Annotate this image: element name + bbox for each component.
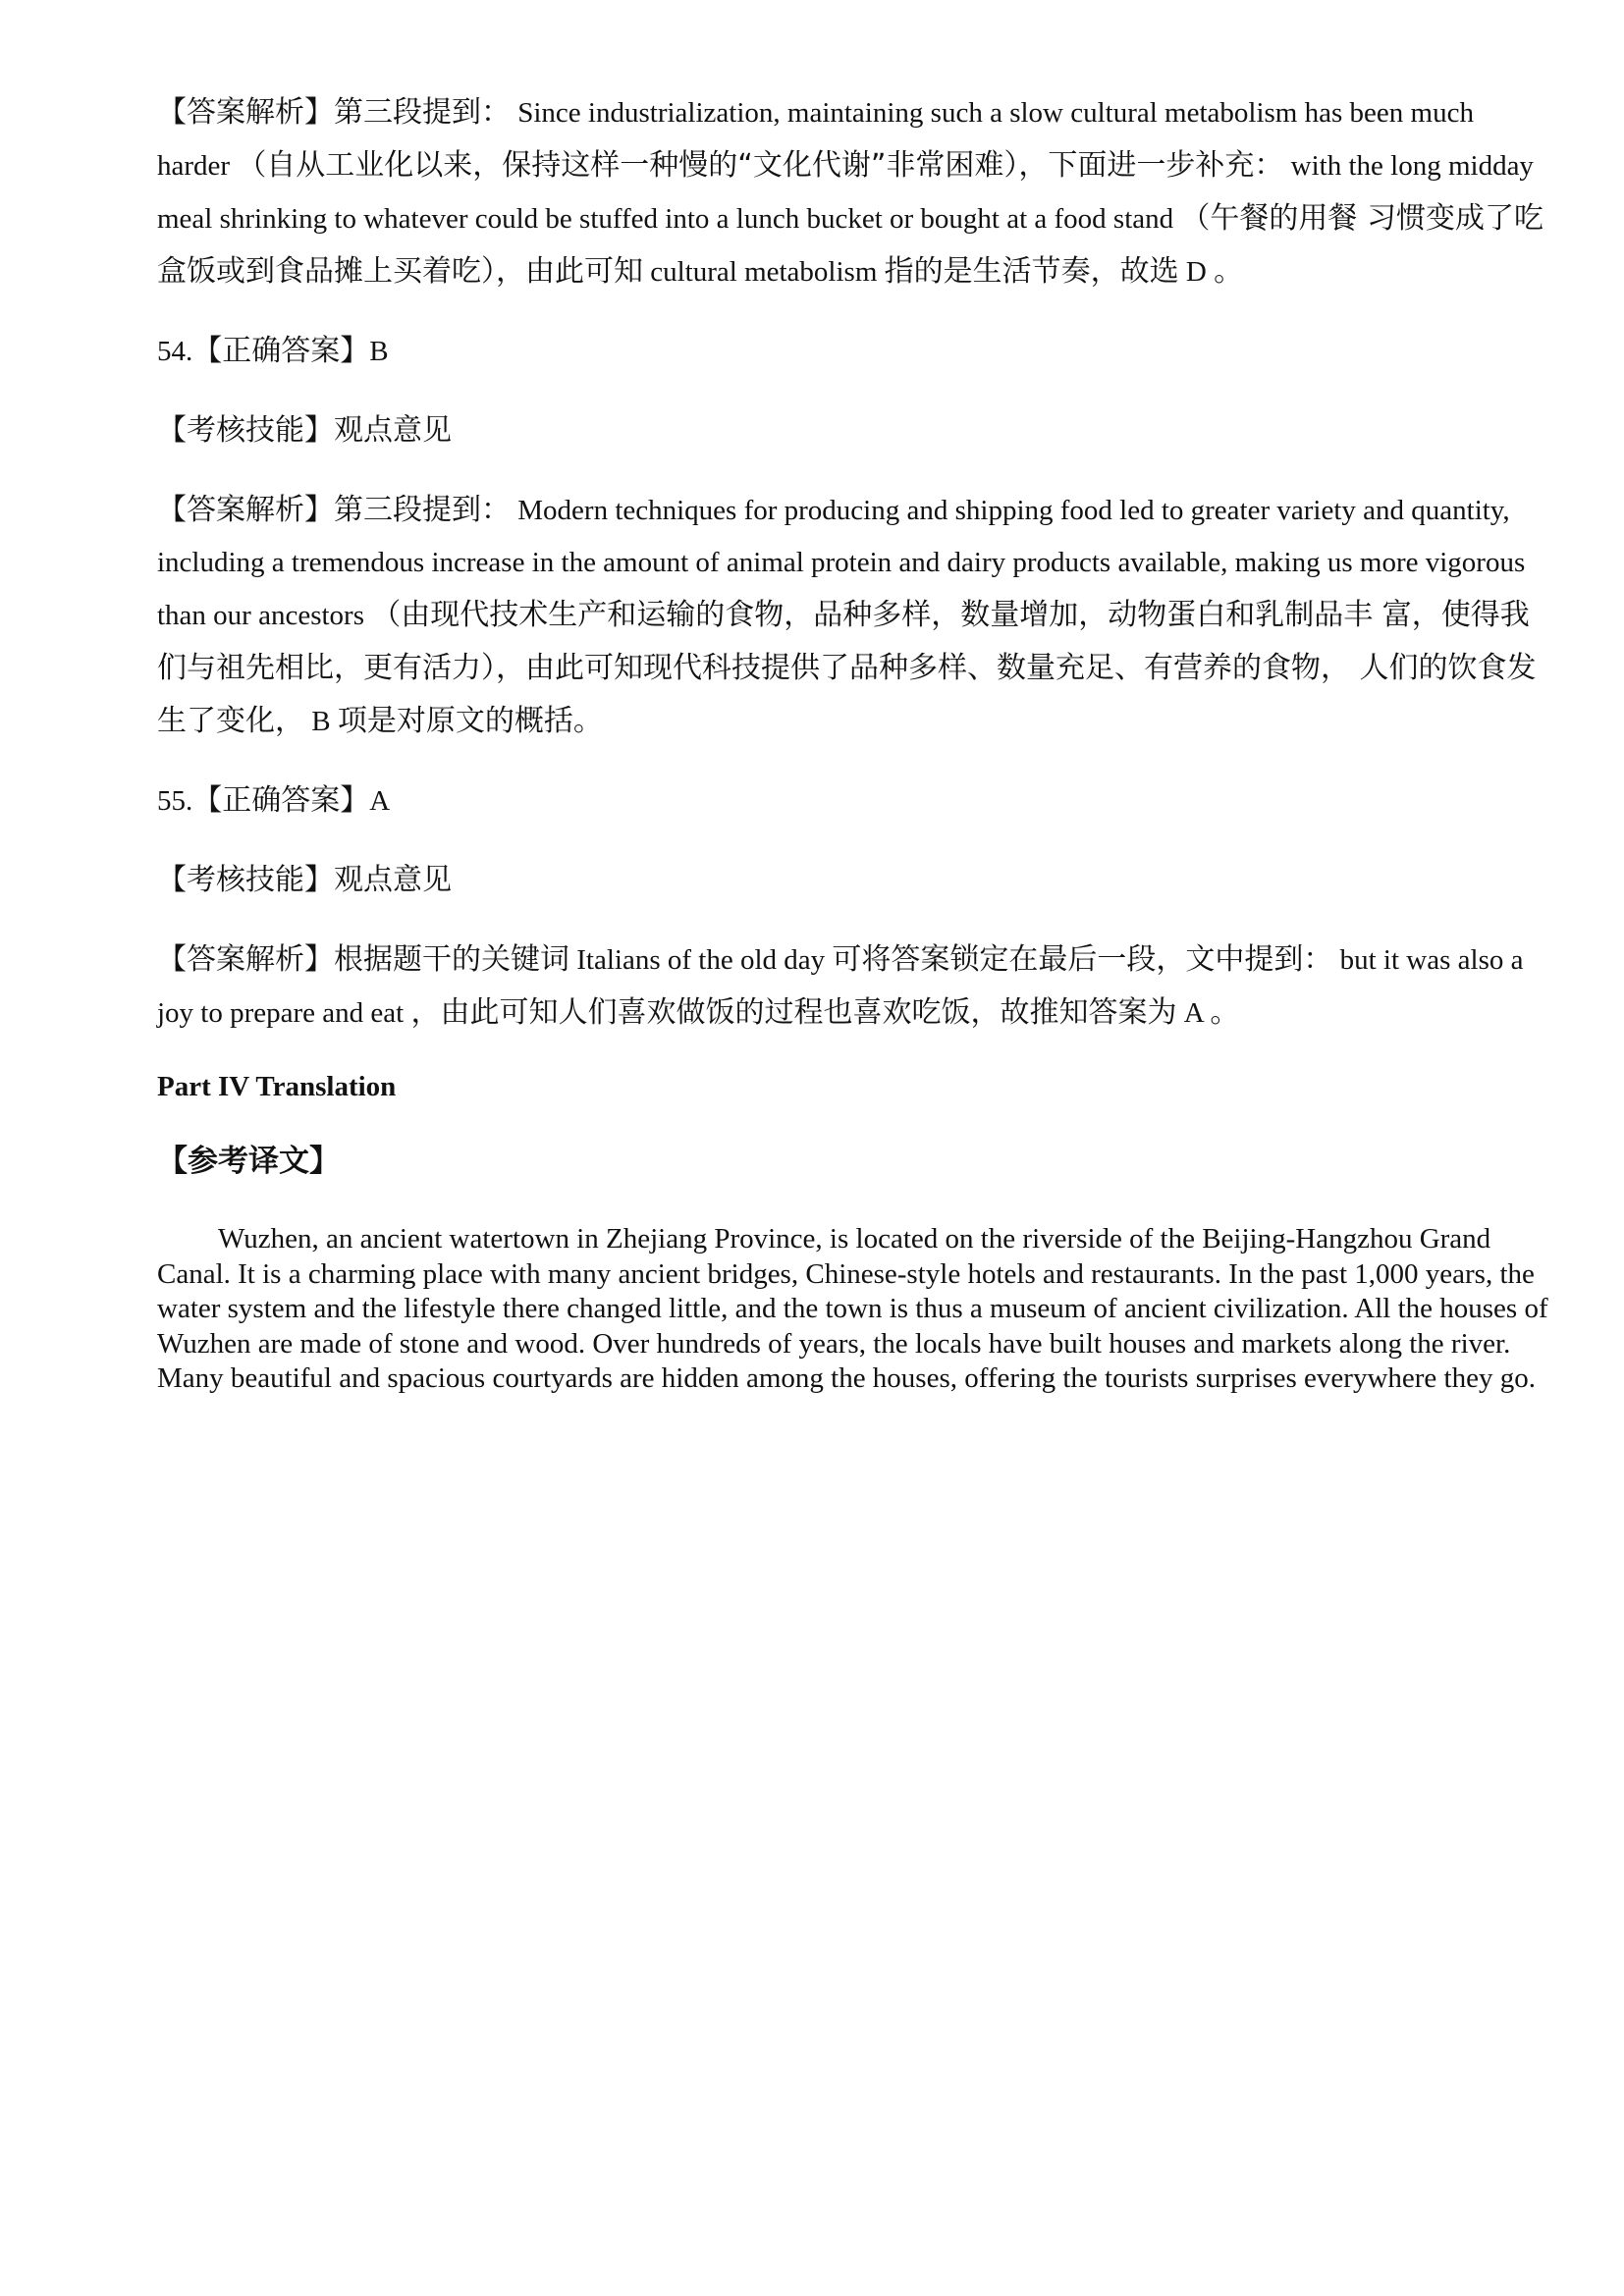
analysis-lead: 第三段提到： [334,493,511,527]
analysis-tag: 【答案解析】 [157,942,334,977]
analysis-english-text: cultural metabolism [643,256,885,288]
analysis-english-text: D [1178,256,1215,288]
analysis-english-text: Modern techniques for producing and shipping food led to greater variety and quantity, including a tremendous increase in the amount of animal protein and dairy products available, making us more vigorous than our ancestors [157,495,1526,631]
analysis-54 [157,484,1551,748]
answer-value: A [369,785,391,817]
analysis-chinese-text: 项是对原文的概括。 [337,704,603,738]
analysis-english-text: with the long midday meal shrinking to whatever could be stuffed into a lunch bucket or bought at a food stand [157,150,1534,235]
analysis-tag: 【答案解析】 [157,493,334,527]
analysis-chinese-text: 可将答案锁定在最后一段，文中提到： [832,942,1333,977]
analysis-chinese-text: 指的是生活节奏，故选 [884,254,1179,289]
analysis-body [157,495,1537,737]
question-number: 55. [157,785,193,817]
skill-value: 观点意见 [334,413,452,448]
analysis-55 [157,934,1551,1040]
skill-value: 观点意见 [334,863,452,897]
analysis-lead: 根据题干的关键词 [334,942,569,977]
analysis-english-text: B [304,706,338,737]
analysis-chinese-text: （午餐的用餐 习惯变成了吃盒饭或到食品摊上买着吃），由此可知 [157,201,1543,289]
analysis-chinese-text: ，由此可知人们喜欢做饭的过程也喜欢吃饭，故推知答案为 [410,995,1177,1030]
analysis-tag: 【答案解析】 [157,95,334,130]
answer-tag: 【正确答案】 [192,334,370,368]
skill-line-55 [157,854,1551,907]
document-page [157,86,1551,1397]
analysis-chinese-text: 。 [1210,995,1240,1030]
analysis-english-text: Since industrialization, maintaining such a slow cultural metabolism has been much harder [157,97,1474,182]
analysis-chinese-text: （由现代技术生产和运输的食物，品种多样，数量增加，动物蛋白和乳制品丰 富，使得我们与祖先相比，更有活力），由此可知现代科技提供了品种多样、数量充足、有营养的食物， 人们的饮食发生了变化， [157,598,1537,738]
answer-value: B [369,336,389,367]
analysis-lead: 第三段提到： [334,95,511,130]
skill-tag: 【考核技能】 [157,863,334,897]
skill-tag: 【考核技能】 [157,413,334,448]
question-number: 54. [157,336,193,367]
answer-tag: 【正确答案】 [192,783,370,818]
analysis-chinese-text: 。 [1214,254,1244,289]
analysis-english-text: A [1176,997,1211,1029]
answer-line-55 [157,774,1551,828]
reference-title: 【参考译文】 [157,1144,340,1179]
part-title: Part IV Translation [157,1071,397,1102]
answer-line-54 [157,325,1551,378]
analysis-53 [157,86,1551,298]
skill-line-54 [157,404,1551,457]
analysis-english-text: but it was also a joy to prepare and eat [157,944,1524,1029]
analysis-english-text: Italians of the old day [576,944,833,976]
translation-paragraph: Wuzhen, an ancient watertown in Zhejiang Province, is located on the riverside of the Beijing-Hangzhou Grand Canal. It is a charming place with many ancient bridges, Chinese-style hotels and restaurants. In the past 1,000 years, the water system and the lifestyle there changed little, and the town is thus a museum of ancient civilization. All the houses of Wuzhen are made of stone and wood. Over hundreds of years, the locals have built houses and markets along the river. Many beautiful and spacious courtyards are hidden among the houses, offering the tourists surprises everywhere they go. [157,1223,1548,1394]
analysis-chinese-text: （自从工业化以来，保持这样一种慢的“文化代谢”非常困难），下面进一步补充： [237,148,1284,183]
